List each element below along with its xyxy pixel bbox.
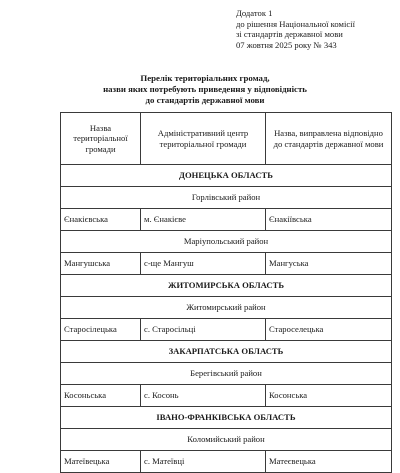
district-row <box>61 429 392 451</box>
admin-center: с. Матеївці <box>141 451 266 473</box>
admin-center: с-ще Мангуш <box>141 253 266 275</box>
table-row <box>61 385 392 407</box>
table-row <box>61 319 392 341</box>
admin-center: с. Старосільці <box>141 319 266 341</box>
region-row <box>61 275 392 297</box>
district-row <box>61 187 392 209</box>
appendix-line: 07 жовтня 2025 року № 343 <box>236 39 337 50</box>
document-title <box>80 73 330 105</box>
region-name: ЗАКАРПАТСЬКА ОБЛАСТЬ <box>61 341 392 363</box>
community-name: Косоньська <box>61 385 141 407</box>
appendix-line: до рішення Національної комісії <box>236 18 355 29</box>
district-row <box>61 231 392 253</box>
region-name: ІВАНО-ФРАНКІВСЬКА ОБЛАСТЬ <box>61 407 392 429</box>
district-name: Маріупольський район <box>61 231 392 253</box>
table-row <box>61 451 392 473</box>
region-row <box>61 407 392 429</box>
table-row <box>61 253 392 275</box>
title-line: до стандартів державної мови <box>145 94 265 105</box>
community-name: Матеївецька <box>61 451 141 473</box>
column-header-name: Назва територіальної громади <box>61 113 141 165</box>
community-name: Єнакієвська <box>61 209 141 231</box>
region-name: ДОНЕЦЬКА ОБЛАСТЬ <box>61 165 392 187</box>
appendix-line: Додаток 1 <box>236 8 273 18</box>
appendix-line: зі стандартів державної мови <box>236 29 343 40</box>
column-header-corrected: Назва, виправлена відповідно до стандартів державної мови <box>266 113 392 165</box>
community-name: Старосілецька <box>61 319 141 341</box>
district-row <box>61 297 392 319</box>
corrected-name: Мангуська <box>266 253 392 275</box>
communities-table <box>60 112 392 473</box>
column-header-center: Адміністративний центр територіальної громади <box>141 113 266 165</box>
corrected-name: Староселецька <box>266 319 392 341</box>
admin-center: м. Єнакієве <box>141 209 266 231</box>
title-line: назви яких потребують приведення у відповідність <box>103 83 307 94</box>
district-name: Горлівський район <box>61 187 392 209</box>
region-row <box>61 165 392 187</box>
region-row <box>61 341 392 363</box>
district-name: Житомирський район <box>61 297 392 319</box>
district-name: Коломийський район <box>61 429 392 451</box>
corrected-name: Косонська <box>266 385 392 407</box>
admin-center: с. Косонь <box>141 385 266 407</box>
table-header-row <box>61 113 392 165</box>
district-row <box>61 363 392 385</box>
community-name: Мангушська <box>61 253 141 275</box>
title-line: Перелік територіальних громад, <box>140 73 270 83</box>
corrected-name: Матеєвецька <box>266 451 392 473</box>
appendix-note <box>236 8 396 50</box>
corrected-name: Єнакіївська <box>266 209 392 231</box>
table-row <box>61 209 392 231</box>
region-name: ЖИТОМИРСЬКА ОБЛАСТЬ <box>61 275 392 297</box>
district-name: Берегівський район <box>61 363 392 385</box>
